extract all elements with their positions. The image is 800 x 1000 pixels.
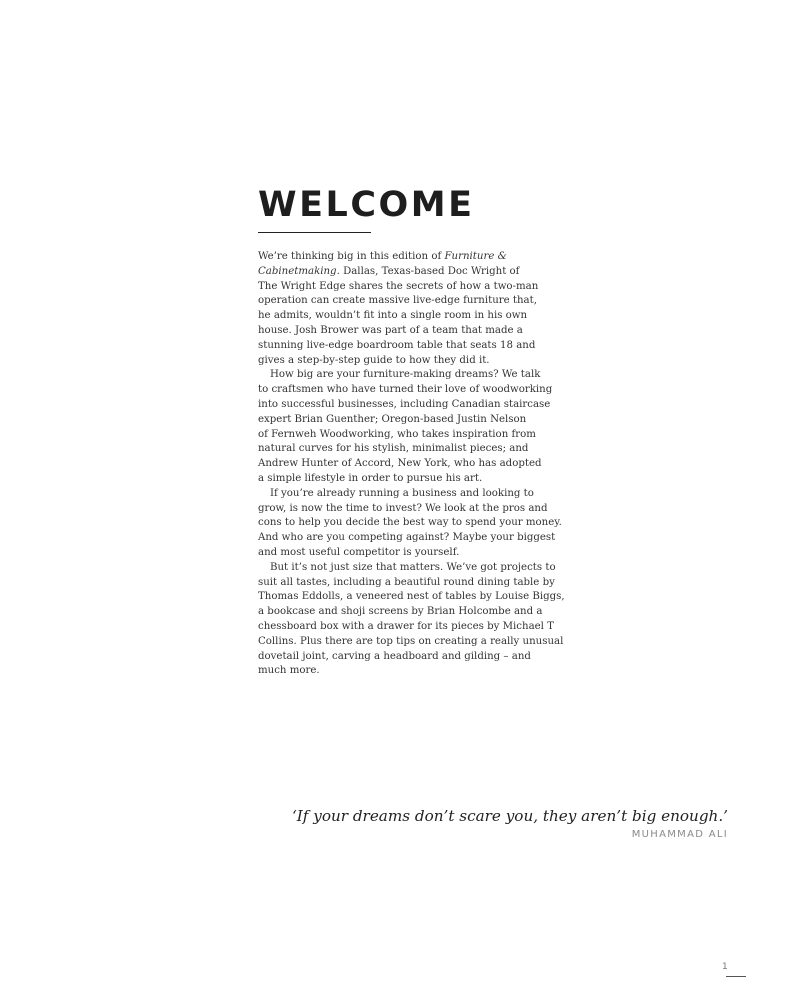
- heading-underline: [258, 232, 371, 233]
- article-line: operation can create massive live-edge furniture that,: [258, 295, 537, 307]
- article-line: If you’re already running a business and looking to: [270, 487, 534, 499]
- article-line: Andrew Hunter of Accord, New York, who has adopted: [258, 458, 542, 470]
- article-line: house. Josh Brower was part of a team that made a: [258, 324, 523, 336]
- article-line: to craftsmen who have turned their love of woodworking: [258, 384, 553, 396]
- page-number: 1: [722, 962, 728, 972]
- magazine-title: Furniture &: [444, 251, 507, 262]
- article-line: suit all tastes, including a beautiful round dining table by: [258, 576, 555, 588]
- article-line: The Wright Edge shares the secrets of how a two-man: [258, 280, 539, 292]
- article-line: But it’s not just size that matters. We’ve got projects to: [270, 561, 556, 573]
- article-line: Collins. Plus there are top tips on creating a really unusual: [258, 635, 564, 647]
- article-text: . Dallas, Texas-based Doc Wright of: [336, 265, 520, 277]
- article-line: stunning live-edge boardroom table that seats 18 and: [258, 339, 536, 351]
- article-line: natural curves for his stylish, minimalist pieces; and: [258, 443, 529, 455]
- article-text: We’re thinking big in this edition of: [258, 251, 445, 262]
- quote-attribution: MUHAMMAD ALI: [631, 829, 728, 840]
- article-line: chessboard box with a drawer for its pieces by Michael T: [258, 620, 554, 632]
- article-line: a simple lifestyle in order to pursue his art.: [258, 472, 483, 484]
- article-line: expert Brian Guenther; Oregon-based Justin Nelson: [258, 413, 527, 425]
- article-line: grow, is now the time to invest? We look at the pros and: [258, 502, 548, 514]
- article-line: And who are you competing against? Maybe your biggest: [258, 532, 556, 544]
- pull-quote: ‘If your dreams don’t scare you, they aren’t big enough.’: [291, 807, 728, 825]
- article-line: a bookcase and shoji screens by Brian Holcombe and a: [258, 606, 543, 618]
- article-line: [258, 250, 548, 265]
- article-line: Thomas Eddolls, a veneered nest of tables by Louise Biggs,: [258, 591, 565, 603]
- article-line: into successful businesses, including Canadian staircase: [258, 398, 551, 410]
- article-line: How big are your furniture-making dreams? We talk: [270, 369, 541, 381]
- article-line: [258, 265, 548, 280]
- page-number-rule: [726, 976, 746, 977]
- article-line: and most useful competitor is yourself.: [258, 546, 460, 558]
- article-line: of Fernweh Woodworking, who takes inspiration from: [258, 428, 536, 440]
- article-line: much more.: [258, 665, 320, 677]
- article-line: gives a step-by-step guide to how they did it.: [258, 354, 490, 366]
- page-heading: WELCOME: [258, 185, 475, 225]
- welcome-article: [258, 250, 565, 679]
- article-line: dovetail joint, carving a headboard and gilding – and: [258, 650, 531, 662]
- article-line: he admits, wouldn’t fit into a single room in his own: [258, 310, 528, 322]
- magazine-title: Cabinetmaking: [258, 265, 337, 277]
- article-line: cons to help you decide the best way to spend your money.: [258, 517, 562, 529]
